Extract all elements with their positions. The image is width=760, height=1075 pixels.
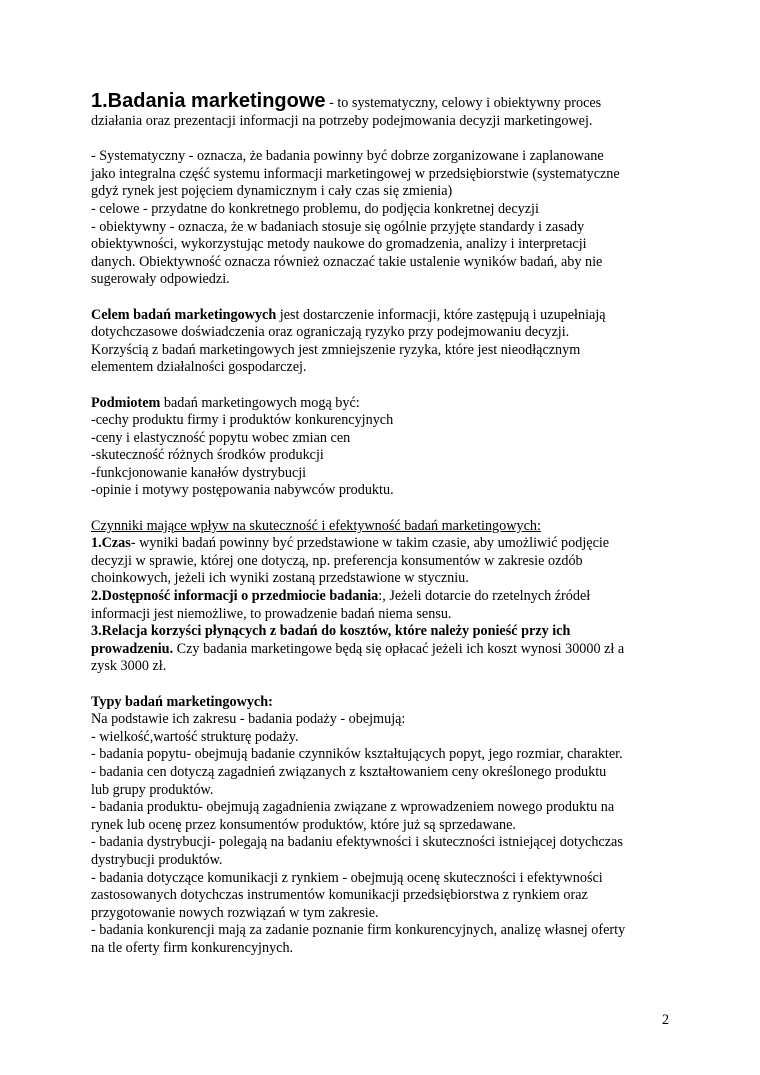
definition-line: - celowe - przydatne do konkretnego problemu, do podjęcia konkretnej decyzji	[91, 200, 539, 217]
types-heading: Typy badań marketingowych:	[91, 693, 273, 710]
goal-heading: Celem badań marketingowych	[91, 306, 277, 323]
goal-block	[91, 307, 681, 377]
factor-2-line: :, Jeżeli dotarcie do rzetelnych źródeł	[378, 588, 591, 605]
types-line: - badania dotyczące komunikacji z rynkiem - obejmują ocenę skuteczności i efektywności	[91, 869, 603, 886]
types-line: - badania konkurencji mają za zadanie poznanie firm konkurencyjnych, analizę własnej oferty	[91, 922, 626, 939]
definitions-block	[91, 148, 681, 289]
types-line: Na podstawie ich zakresu - badania podaży - obejmują:	[91, 711, 406, 728]
factor-3-title: prowadzeniu.	[91, 640, 174, 657]
types-line: lub grupy produktów.	[91, 781, 214, 798]
definition-line: danych. Obiektywność oznacza również oznaczać takie ustalenie wyników badań, aby nie	[91, 253, 603, 270]
factor-3-title: 3.Relacja korzyści płynących z badań do kosztów, które należy ponieść przy ich	[91, 623, 571, 640]
page-title: 1.Badania marketingowe	[91, 90, 326, 112]
definition-line: - Systematyczny - oznacza, że badania powinny być dobrze zorganizowane i zaplanowane	[91, 148, 604, 165]
factor-2-title: 2.Dostępność informacji o przedmiocie badania	[91, 588, 379, 605]
types-line: zastosowanych dotychczas instrumentów komunikacji przedsiębiorstwa z rynkiem oraz	[91, 887, 588, 904]
subject-item: -funkcjonowanie kanałów dystrybucji	[91, 464, 307, 481]
types-line: - badania popytu- obejmują badanie czynników kształtujących popyt, jego rozmiar, charakter.	[91, 746, 623, 763]
factor-1-line: - wyniki badań powinny być przedstawione w takim czasie, aby umożliwić podjęcie	[130, 535, 610, 552]
factor-2-line: informacji jest niemożliwe, to prowadzenie badań niema sensu.	[91, 605, 452, 622]
goal-line: Korzyścią z badań marketingowych jest zmniejszenie ryzyka, które jest nieodłącznym	[91, 341, 581, 358]
definition-line: gdyż rynek jest pojęciem dynamicznym i cały czas się zmienia)	[91, 183, 453, 200]
goal-line: jest dostarczenie informacji, które zastępują i uzupełniają	[276, 306, 606, 323]
intro-line-2: działania oraz prezentacji informacji na potrzeby podejmowania decyzji marketingowej.	[91, 113, 593, 129]
goal-line: elementem działalności gospodarczej.	[91, 359, 307, 376]
intro-line-1: - to systematyczny, celowy i obiektywny proces	[325, 95, 602, 111]
definition-line: jako integralna część systemu informacji marketingowej w przedsiębiorstwie (systematyczne	[91, 165, 620, 182]
types-line: na tle oferty firm konkurencyjnych.	[91, 939, 294, 956]
subject-block	[91, 395, 681, 501]
types-line: rynek lub ocenę przez konsumentów produktów, które już są sprzedawane.	[91, 816, 516, 833]
types-line: - wielkość,wartość strukturę podaży.	[91, 728, 299, 745]
subject-heading: Podmiotem	[91, 394, 161, 411]
types-block	[91, 694, 681, 958]
factors-block	[91, 518, 681, 676]
page-content	[91, 91, 681, 958]
subject-item: -opinie i motywy postępowania nabywców produktu.	[91, 482, 394, 499]
factor-3-line: zysk 3000 zł.	[91, 658, 167, 675]
factor-1-line: decyzji w sprawie, której one dotyczą, np. preferencja konsumentów w zakresie ozdób	[91, 552, 583, 569]
factors-heading: Czynniki mające wpływ na skuteczność i efektywność badań marketingowych:	[91, 517, 541, 534]
subject-item: -ceny i elastyczność popytu wobec zmian cen	[91, 429, 351, 446]
factor-1-line: choinkowych, jeżeli ich wyniki zostaną przedstawione w styczniu.	[91, 570, 469, 587]
goal-line: dotychczasowe doświadczenia oraz ograniczają ryzyko przy podejmowaniu decyzji.	[91, 324, 570, 341]
definition-line: obiektywności, wykorzystując metody naukowe do gromadzenia, analizy i interpretacji	[91, 236, 587, 253]
types-line: dystrybucji produktów.	[91, 851, 223, 868]
types-line: przygotowanie nowych rozwiązań w tym zakresie.	[91, 904, 379, 921]
subject-intro: badań marketingowych mogą być:	[160, 394, 360, 411]
definition-line: sugerowały odpowiedzi.	[91, 271, 230, 288]
factor-3-line: Czy badania marketingowe będą się opłacać jeżeli ich koszt wynosi 30000 zł a	[173, 640, 625, 657]
title-line	[91, 91, 681, 113]
subject-item: -cechy produktu firmy i produktów konkurencyjnych	[91, 412, 394, 429]
factor-1-title: 1.Czas	[91, 535, 131, 552]
types-line: - badania produktu- obejmują zagadnienia związane z wprowadzeniem nowego produktu na	[91, 799, 615, 816]
types-line: - badania dystrybucji- polegają na badaniu efektywności i skuteczności istniejącej dotychczas	[91, 834, 623, 851]
subject-item: -skuteczność różnych środków produkcji	[91, 447, 324, 464]
page-number: 2	[662, 1012, 670, 1028]
types-line: - badania cen dotyczą zagadnień związanych z kształtowaniem ceny określonego produktu	[91, 763, 607, 780]
definition-line: - obiektywny - oznacza, że w badaniach stosuje się ogólnie przyjęte standardy i zasady	[91, 218, 585, 235]
